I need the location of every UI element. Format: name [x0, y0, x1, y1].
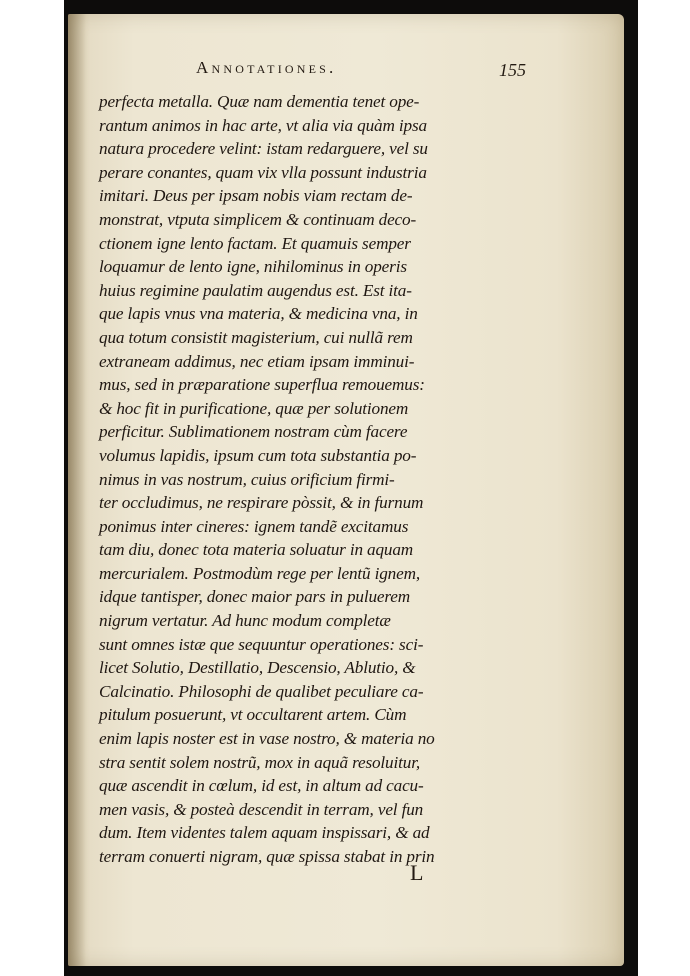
text-line: natura procedere velint: istam redarguere, vel su [99, 139, 428, 159]
text-line: men vasis, & posteà descendit in terram, vel fun [99, 799, 424, 819]
text-line: extraneam addimus, nec etiam ipsam imminui- [99, 351, 415, 371]
text-line: perare conantes, quam vix vlla possunt industria [99, 162, 427, 182]
text-line: mercurialem. Postmodùm rege per lentũ ignem, [99, 563, 421, 583]
text-line: perfecta metalla. Quæ nam dementia tenet ope- [99, 92, 420, 111]
text-line: dum. Item videntes talem aquam inspissari, & ad [99, 823, 430, 843]
text-line: huius regimine paulatim augendus est. Est ita- [99, 280, 412, 300]
text-line: stra sentit solem nostrũ, mox in aquã resoluitur, [99, 752, 420, 772]
text-line: ctionem igne lento factam. Et quamuis semper [99, 233, 411, 253]
text-line: qua totum consistit magisterium, cui nullã rem [99, 327, 413, 347]
text-line: monstrat, vtputa simplicem & continuam deco- [99, 209, 417, 229]
text-line: licet Solutio, Destillatio, Descensio, Ablutio, & [99, 658, 416, 678]
running-title: Annotationes. [196, 58, 337, 77]
text-line: que lapis vnus vna materia, & medicina vna, in [99, 304, 418, 324]
text-line: ter occludimus, ne respirare pòssit, & in furnum [99, 493, 424, 513]
text-line: loquamur de lento igne, nihilominus in operis [99, 257, 407, 277]
text-line: nimus in vas nostrum, cuius orificium firmi- [99, 469, 395, 489]
text-line: ponimus inter cineres: ignem tandẽ excitamus [99, 516, 409, 536]
text-line: pitulum posuerunt, vt occultarent artem. Cùm [99, 705, 407, 725]
text-line: sunt omnes istæ que sequuntur operationes: sci- [99, 634, 424, 654]
text-line: volumus lapidis, ipsum cum tota substantia po- [99, 445, 417, 465]
page-number: 155 [499, 60, 526, 80]
text-line: terram conuerti nigram, quæ spissa stabat in prin [99, 847, 435, 866]
text-line: imitari. Deus per ipsam nobis viam rectam de- [99, 186, 413, 206]
text-line: quæ ascendit in cœlum, id est, in altum ad cacu- [99, 776, 424, 796]
text-line: & hoc fit in purificatione, quæ per solutionem [99, 398, 409, 418]
text-line: rantum animos in hac arte, vt alia via quàm ipsa [99, 115, 427, 135]
body-text [99, 90, 529, 869]
text-line: enim lapis noster est in vase nostro, & materia no [99, 729, 435, 749]
text-line: idque tantisper, donec maior pars in puluerem [99, 587, 411, 607]
text-line: mus, sed in præparatione superflua remouemus: [99, 375, 425, 395]
page-header [196, 58, 526, 86]
text-line: Calcinatio. Philosophi de qualibet peculiare ca- [99, 681, 424, 701]
text-line: nigrum vertatur. Ad hunc modum completæ [99, 611, 391, 631]
text-line: tam diu, donec tota materia soluatur in aquam [99, 540, 414, 560]
signature-mark: L [410, 860, 424, 885]
text-line: perficitur. Sublimationem nostram cùm facere [99, 422, 408, 442]
page-gutter-shadow [68, 14, 86, 966]
